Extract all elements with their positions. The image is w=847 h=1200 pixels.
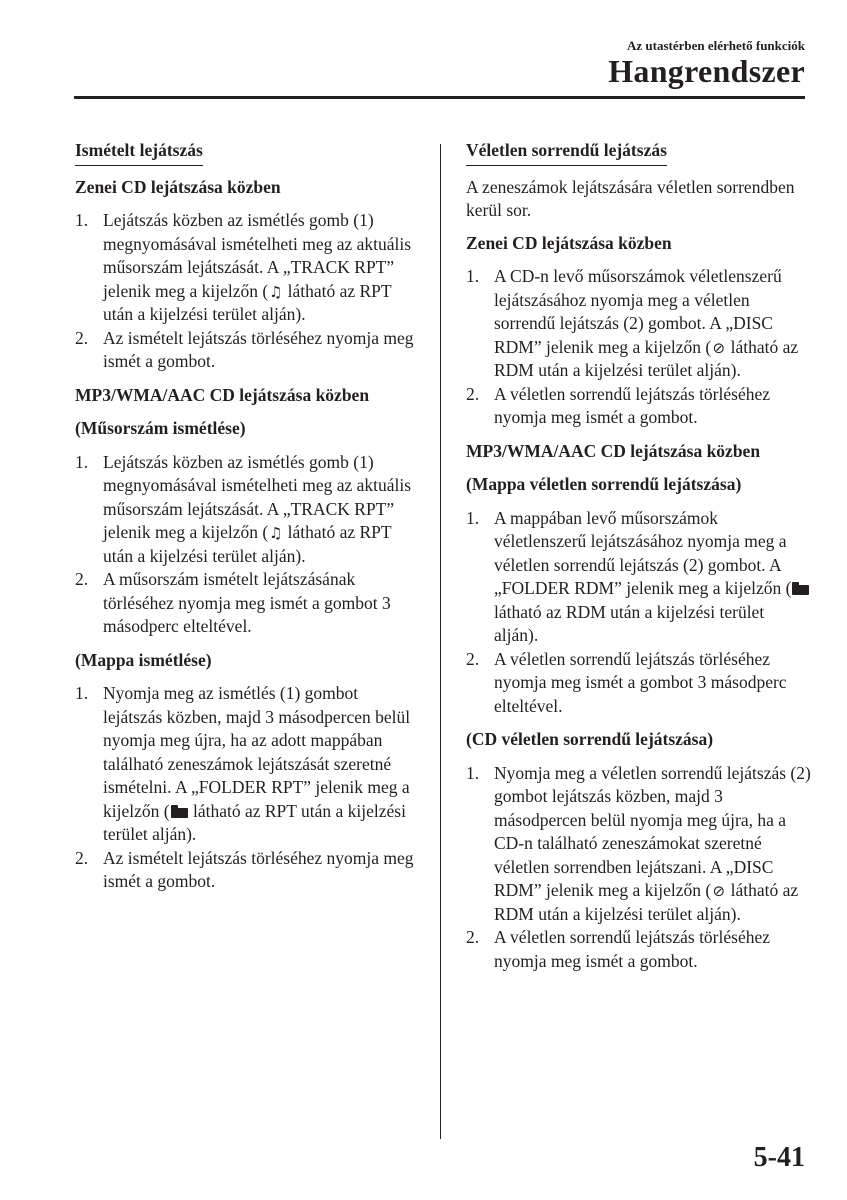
step-number: 2. bbox=[75, 847, 89, 868]
list-item bbox=[75, 682, 415, 847]
repeat-mp3-heading: MP3/WMA/AAC CD lejátszása közben bbox=[75, 384, 370, 405]
step-text: Az ismételt lejátszás törléséhez nyomja meg ismét a gombot. bbox=[103, 847, 414, 891]
list-item bbox=[75, 568, 415, 639]
step-text: A véletlen sorrendű lejátszás törléséhez nyomja meg ismét a gombot. bbox=[494, 927, 771, 971]
page-title: Hangrendszer bbox=[608, 53, 805, 89]
repeat-cd-heading: Zenei CD lejátszása közben bbox=[75, 176, 281, 197]
step-text: Lejátszás közben az ismétlés gomb (1) megnyomásával ismételheti meg az aktuális műsorszám lejátszását. A „TRACK RPT” jelenik meg a kijelzőn ( bbox=[103, 210, 412, 301]
folder-random-heading: (Mappa véletlen sorrendű lejátszása) bbox=[466, 474, 742, 494]
step-text: Nyomja meg az ismétlés (1) gombot lejátszás közben, majd 3 másodpercen belül nyomja meg újra, ha az adott mappában található zeneszámok lejátszását szeretné ismételni. A „FOLDER RPT” jelenik meg a kijelzőn ( bbox=[103, 683, 411, 821]
step-text: A műsorszám ismételt lejátszásának törléséhez nyomja meg ismét a gombot 3 másodperc elteltével. bbox=[103, 569, 391, 636]
list-item bbox=[75, 451, 415, 569]
step-text: látható az RPT után a kijelzési terület alján). bbox=[103, 522, 392, 566]
disc-random-steps bbox=[466, 762, 811, 974]
step-number: 1. bbox=[75, 683, 89, 703]
folder-icon bbox=[792, 582, 809, 595]
disc-random-heading: (CD véletlen sorrendű lejátszása) bbox=[466, 729, 714, 749]
list-item bbox=[75, 847, 415, 894]
list-item bbox=[466, 265, 811, 383]
folder-random-steps bbox=[466, 507, 811, 719]
step-text: látható az RDM után a kijelzési terület alján). bbox=[494, 601, 765, 645]
random-mp3-heading: MP3/WMA/AAC CD lejátszása közben bbox=[466, 440, 761, 461]
step-text: látható az RPT után a kijelzési terület alján). bbox=[103, 800, 406, 844]
step-number: 1. bbox=[466, 507, 480, 528]
step-number: 1. bbox=[466, 266, 480, 286]
track-repeat-heading: (Műsorszám ismétlése) bbox=[75, 418, 246, 438]
column-divider bbox=[440, 144, 441, 1139]
step-text: A véletlen sorrendű lejátszás törléséhez nyomja meg ismét a gombot. bbox=[494, 383, 771, 427]
step-text: Lejátszás közben az ismétlés gomb (1) megnyomásával ismételheti meg az aktuális műsorszám lejátszását. A „TRACK RPT” jelenik meg a kijelzőn ( bbox=[103, 451, 412, 542]
list-item bbox=[75, 327, 415, 374]
random-cd-steps bbox=[466, 265, 811, 430]
repeat-section-title: Ismételt lejátszás bbox=[75, 139, 203, 166]
right-column bbox=[466, 139, 811, 983]
step-number: 2. bbox=[466, 383, 480, 404]
step-text: A CD-n levő műsorszámok véletlenszerű lejátszásához nyomja meg a véletlen sorrendű lejátszás (2) gombot. A „DISC RDM” jelenik meg a kijelzőn ( bbox=[494, 266, 782, 357]
random-intro: A zeneszámok lejátszására véletlen sorrendben kerül sor. bbox=[466, 176, 795, 220]
random-section-title: Véletlen sorrendű lejátszás bbox=[466, 139, 667, 166]
random-cd-heading: Zenei CD lejátszása közben bbox=[466, 232, 672, 253]
step-number: 2. bbox=[75, 569, 89, 589]
list-item bbox=[466, 762, 811, 927]
page-number: 5-41 bbox=[753, 1142, 805, 1173]
step-text: Az ismételt lejátszás törléséhez nyomja meg ismét a gombot. bbox=[103, 327, 414, 371]
step-number: 1. bbox=[75, 210, 89, 230]
step-text: A véletlen sorrendű lejátszás törléséhez nyomja meg ismét a gombot 3 másodperc elteltével. bbox=[494, 648, 787, 716]
header-section-label: Az utastérben elérhető funkciók bbox=[626, 38, 805, 53]
folder-repeat-steps bbox=[75, 682, 415, 894]
folder-repeat-heading: (Mappa ismétlése) bbox=[75, 649, 212, 670]
step-text: A mappában levő műsorszámok véletlenszerű lejátszásához nyomja meg a véletlen sorrendű lejátszás (2) gombot. A „FOLDER RDM” jelenik meg a kijelzőn ( bbox=[494, 507, 792, 598]
step-text: látható az RPT után a kijelzési terület alján). bbox=[103, 280, 392, 324]
list-item bbox=[75, 209, 415, 327]
list-item bbox=[466, 507, 811, 648]
music-note-icon: ♫ bbox=[268, 524, 283, 542]
music-note-icon: ♫ bbox=[268, 282, 283, 301]
list-item bbox=[466, 648, 811, 719]
step-number: 1. bbox=[466, 762, 480, 783]
step-number: 1. bbox=[75, 451, 89, 472]
disc-random-icon: ⊘ bbox=[712, 338, 726, 357]
list-item bbox=[466, 383, 811, 430]
step-number: 2. bbox=[466, 648, 480, 669]
step-number: 2. bbox=[75, 327, 89, 348]
list-item bbox=[466, 926, 811, 973]
disc-random-icon: ⊘ bbox=[712, 882, 726, 900]
folder-icon bbox=[171, 805, 188, 818]
step-text: Nyomja meg a véletlen sorrendű lejátszás (2) gombot lejátszás közben, majd 3 másodpercen belül nyomja meg újra, ha a CD-n található zeneszámokat szeretné véletlen sorrendben lejátszani. A „DISC RDM” jelenik meg a kijelzőn ( bbox=[494, 762, 811, 900]
repeat-cd-steps bbox=[75, 209, 415, 374]
step-text: látható az RDM után a kijelzési terület alján). bbox=[494, 336, 799, 380]
left-column bbox=[75, 139, 415, 904]
header-rule bbox=[74, 96, 805, 99]
track-repeat-steps bbox=[75, 451, 415, 639]
step-number: 2. bbox=[466, 927, 480, 947]
step-text: látható az RDM után a kijelzési terület alján). bbox=[494, 880, 799, 924]
